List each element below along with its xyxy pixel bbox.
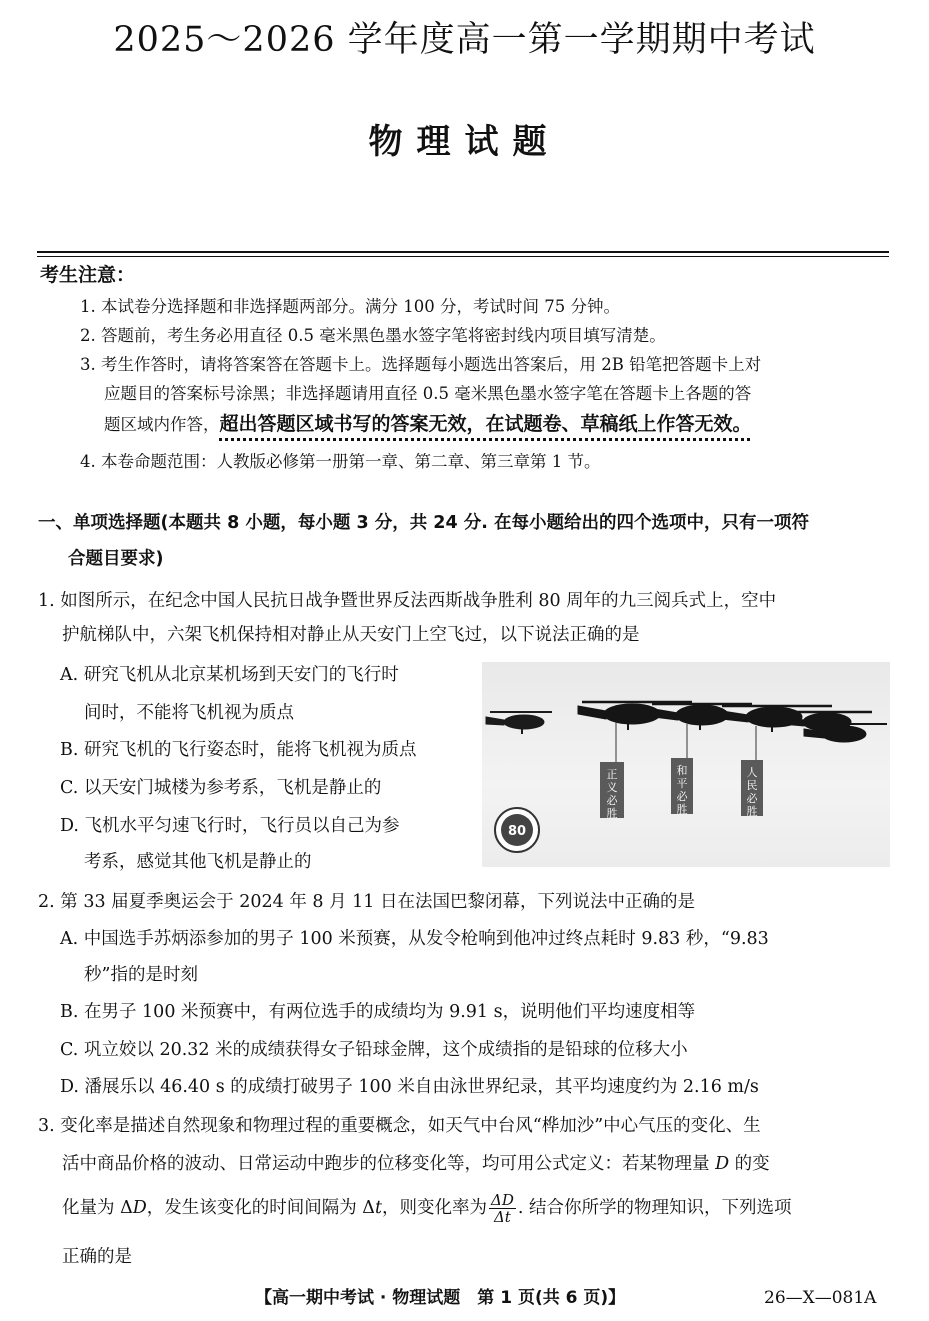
q2-option-a-cont: 秒”指的是时刻 — [84, 965, 198, 985]
q1-option-c: C. 以天安门城楼为参考系，飞机是静止的 — [60, 778, 382, 798]
q3-stem-line4: 正确的是 — [62, 1247, 132, 1267]
banner-character: 人 — [746, 766, 758, 779]
helicopter-formation-photo — [482, 662, 890, 867]
q3-text: 的变 — [729, 1154, 770, 1174]
page-footer: 【高一期中考试 · 物理试题 第 1 页(共 6 页)】 — [255, 1288, 626, 1308]
banner-character: 胜 — [676, 803, 688, 816]
q1-option-a: A. 研究飞机从北京某机场到天安门的飞行时 — [60, 665, 399, 685]
banner-character: 胜 — [746, 805, 758, 818]
q3-text: ，发生该变化的时间间隔为 Δ — [146, 1198, 375, 1218]
q3-text: 活中商品价格的波动、日常运动中跑步的位移变化等，均可用公式定义：若某物理量 — [62, 1154, 716, 1174]
logo-number: 80 — [507, 824, 527, 839]
q3-stem-line3 — [62, 1192, 791, 1225]
section-heading-cont: 合题目要求) — [68, 549, 164, 569]
notice-title: 考生注意： — [40, 264, 136, 286]
rate-of-change-fraction — [489, 1192, 516, 1225]
q3-variable-d: D — [715, 1154, 730, 1174]
paper-code: 26—X—081A — [764, 1288, 877, 1308]
q3-stem-line1: 3. 变化率是描述自然现象和物理过程的重要概念，如天气中台风“桦加沙”中心气压的变化、生 — [38, 1116, 761, 1136]
banner-character: 必 — [746, 792, 758, 805]
section-heading: 一、单项选择题(本题共 8 小题，每小题 3 分，共 24 分. 在每小题给出的四个选项中，只有一项符 — [38, 513, 809, 533]
q2-stem: 2. 第 33 届夏季奥运会于 2024 年 8 月 11 日在法国巴黎闭幕，下列说法中正确的是 — [38, 892, 695, 912]
banner-character: 和 — [676, 764, 688, 777]
q2-option-b: B. 在男子 100 米预赛中，有两位选手的成绩均为 9.91 s，说明他们平均速度相等 — [60, 1002, 696, 1022]
banner-text-1 — [607, 768, 619, 820]
header-divider-thick — [37, 251, 889, 253]
q1-stem-line2: 护航梯队中，六架飞机保持相对静止从天安门上空飞过，以下说法正确的是 — [62, 625, 640, 645]
notice-item-1: 1. 本试卷分选择题和非选择题两部分。满分 100 分，考试时间 75 分钟。 — [80, 297, 620, 316]
fraction-numerator: ΔD — [490, 1191, 514, 1209]
helicopter-formation-illustration — [482, 662, 890, 867]
banner-character: 正 — [606, 768, 618, 781]
exam-title: 2025～2026 学年度高一第一学期期中考试 — [113, 20, 816, 60]
banner-character: 必 — [606, 794, 618, 807]
q3-text: 化量为 Δ — [62, 1198, 133, 1218]
notice-item-3-cont: 应题目的答案标号涂黑；非选择题请用直径 0.5 毫米黑色墨水签字笔在答题卡上各题的答 — [104, 384, 752, 403]
header-divider-thin — [37, 256, 889, 257]
q1-option-d-cont: 考系，感觉其他飞机是静止的 — [84, 852, 312, 872]
notice-item-4: 4. 本卷命题范围：人教版必修第一册第一章、第二章、第三章第 1 节。 — [80, 452, 601, 471]
notice-item-3-end — [104, 410, 752, 439]
helicopter-icon — [486, 712, 552, 734]
subject-title: 物理试题 — [368, 122, 561, 162]
q2-option-d: D. 潘展乐以 46.40 s 的成绩打破男子 100 米自由泳世界纪录，其平均速度约为 2.16 m/s — [60, 1077, 759, 1097]
banner-text-2 — [677, 764, 689, 816]
q3-stem-line2 — [62, 1150, 770, 1178]
q1-option-d: D. 飞机水平匀速飞行时，飞行员以自己为参 — [60, 816, 400, 836]
banner-character: 民 — [746, 779, 758, 792]
commemorative-logo-icon — [495, 808, 539, 852]
notice-item-3: 3. 考生作答时，请将答案答在答题卡上。选择题每小题选出答案后，用 2B 铅笔把答题卡上对 — [80, 355, 762, 374]
banner-character: 必 — [676, 790, 688, 803]
q3-text: ，则变化率为 — [381, 1198, 487, 1218]
notice-item-2: 2. 答题前，考生务必用直径 0.5 毫米黑色墨水签字笔将密封线内项目填写清楚。 — [80, 326, 666, 345]
q3-variable-d: D — [132, 1198, 147, 1218]
q1-stem-line1: 1. 如图所示，在纪念中国人民抗日战争暨世界反法西斯战争胜利 80 周年的九三阅兵式上，空中 — [38, 591, 777, 611]
notice-item-3-tail: 题区域内作答， — [104, 415, 220, 434]
q1-option-a-cont: 间时，不能将飞机视为质点 — [84, 703, 294, 723]
q1-option-b: B. 研究飞机的飞行姿态时，能将飞机视为质点 — [60, 740, 417, 760]
q3-variable-t: t — [374, 1198, 382, 1218]
q2-option-a: A. 中国选手苏炳添参加的男子 100 米预赛，从发令枪响到他冲过终点耗时 9.83 秒，“9.83 — [60, 929, 769, 949]
banner-character: 平 — [676, 777, 688, 790]
banner-text-3 — [747, 766, 759, 818]
fraction-denominator: Δt — [493, 1208, 511, 1226]
q2-option-c: C. 巩立姣以 20.32 米的成绩获得女子铅球金牌，这个成绩指的是铅球的位移大小 — [60, 1040, 688, 1060]
banner-character: 胜 — [606, 807, 618, 820]
q3-text: . 结合你所学的物理知识，下列选项 — [517, 1198, 792, 1218]
notice-emphasis: 超出答题区域书写的答案无效，在试题卷、草稿纸上作答无效。 — [219, 413, 752, 435]
banner-character: 义 — [606, 781, 618, 794]
